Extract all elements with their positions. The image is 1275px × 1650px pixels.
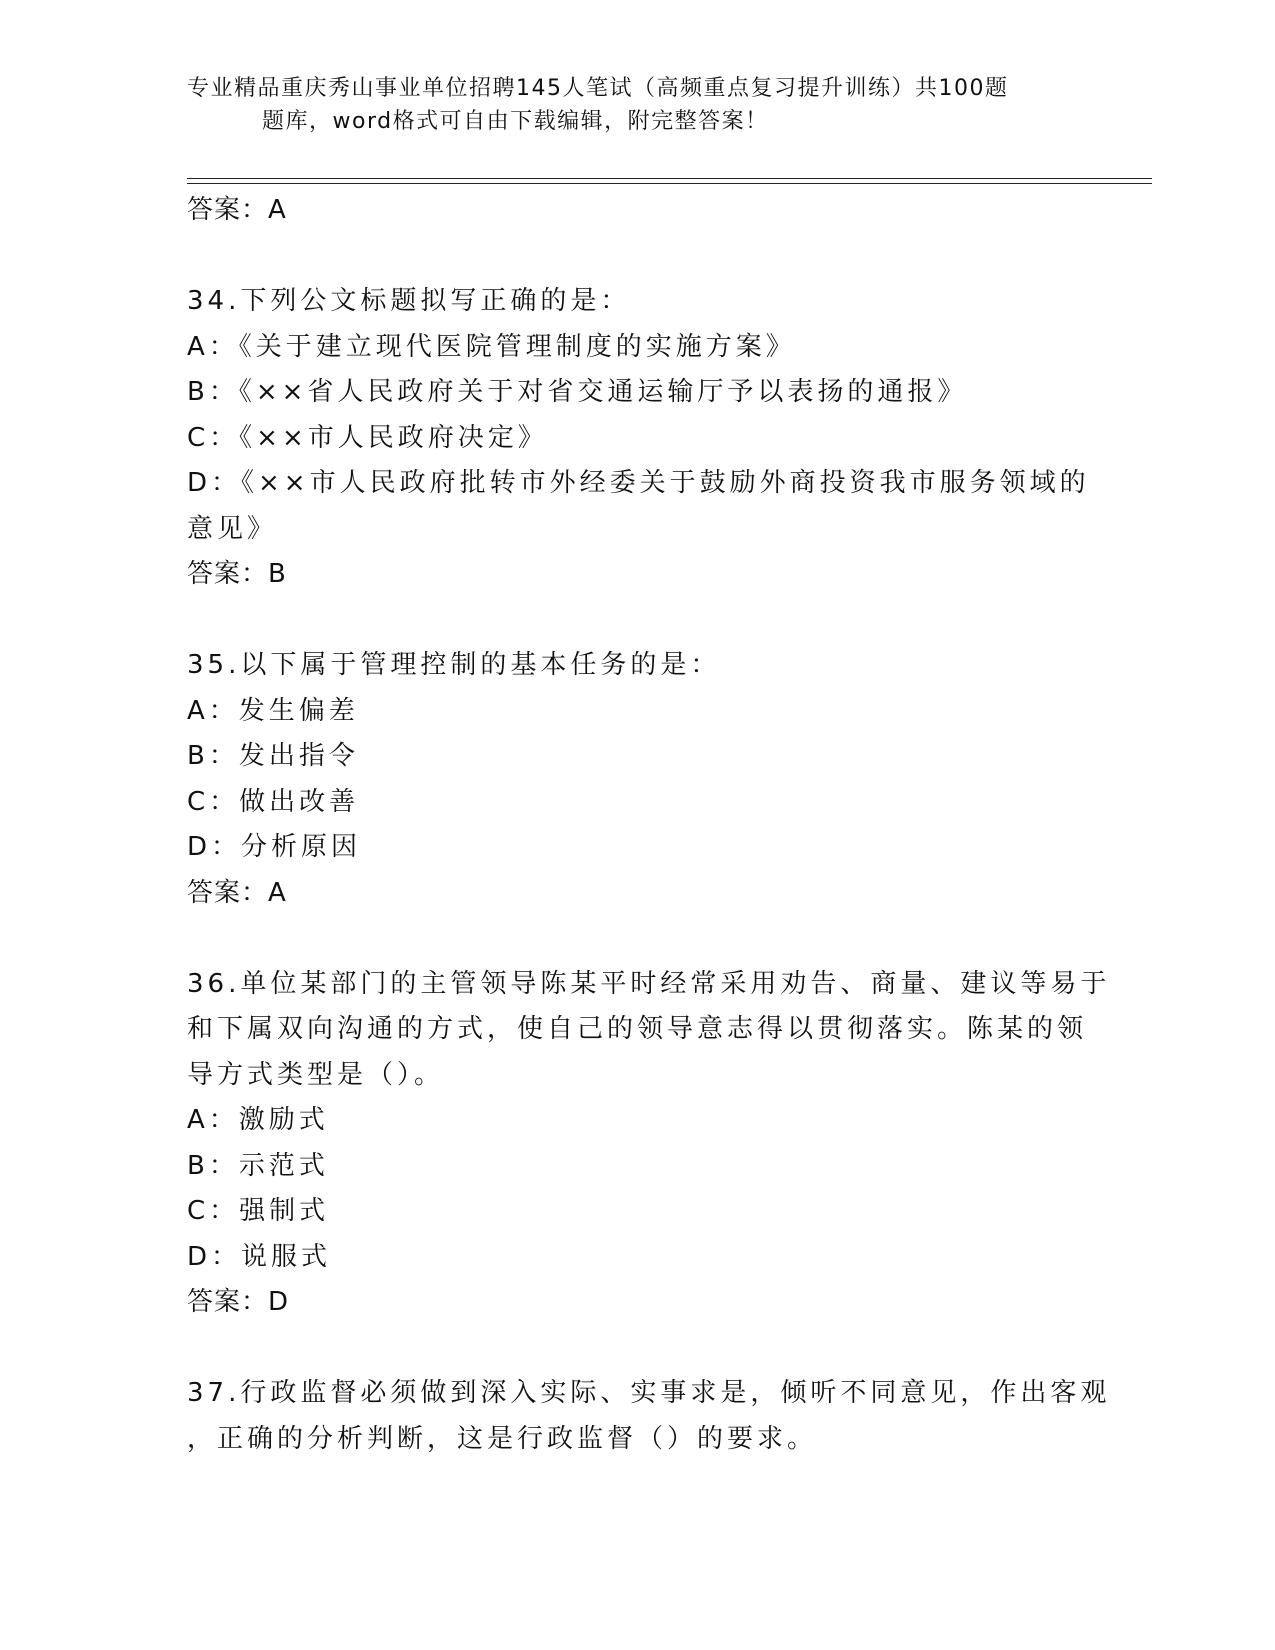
spacer: [187, 598, 1087, 644]
option-a: A：发生偏差: [187, 695, 359, 726]
spacer: [187, 1326, 1087, 1372]
option-c: C：做出改善: [187, 786, 360, 817]
option-b: B：发出指令: [187, 741, 359, 771]
document-body: [187, 188, 1111, 1462]
question-34: [187, 279, 1090, 598]
option-a: A：激励式: [187, 1105, 329, 1135]
option-b: B：《××省人民政府关于对省交通运输厅予以表扬的通报》: [187, 377, 968, 407]
option-d-continued: 意见》: [187, 513, 278, 544]
question-36: [187, 962, 1111, 1326]
answer: 答案：B: [187, 559, 287, 589]
option-a: A：《关于建立现代医院管理制度的实施方案》: [187, 331, 796, 362]
option-c: C：《××市人民政府决定》: [187, 422, 548, 453]
question-text-continued: ，正确的分析判断，这是行政监督（）的要求。: [187, 1423, 818, 1454]
question-text: 36.单位某部门的主管领导陈某平时经常采用劝告、商量、建议等易于: [187, 968, 1111, 999]
option-d: D：分析原因: [187, 832, 362, 862]
question-text: 34.下列公文标题拟写正确的是：: [187, 286, 631, 316]
question-text: 35.以下属于管理控制的基本任务的是：: [187, 650, 721, 680]
previous-answer: 答案：A: [187, 195, 287, 225]
spacer: [187, 234, 1087, 280]
header-rule-bottom: [187, 183, 1152, 184]
header-line-1: 专业精品重庆秀山事业单位招聘145人笔试（高频重点复习提升训练）共100题: [187, 76, 1009, 101]
spacer: [187, 916, 1087, 962]
question-text: 37.行政监督必须做到深入实际、实事求是，倾听不同意见，作出客观: [187, 1378, 1111, 1408]
question-text-continued: 和下属双向沟通的方式，使自己的领导意志得以贯彻落实。陈某的领: [187, 1014, 1088, 1044]
question-35: [187, 643, 1087, 916]
question-37: [187, 1371, 1111, 1462]
answer: 答案：A: [187, 877, 287, 908]
option-b: B：示范式: [187, 1150, 329, 1181]
header-line-2: 题库，word格式可自由下载编辑，附完整答案！: [262, 109, 769, 134]
question-text-continued: 导方式类型是（）。: [187, 1059, 445, 1090]
option-c: C：强制式: [187, 1196, 330, 1226]
option-d: D：《××市人民政府批转市外经委关于鼓励外商投资我市服务领域的: [187, 468, 1090, 498]
header-rule-top: [187, 178, 1152, 179]
answer: 答案：D: [187, 1287, 290, 1317]
document-header: [187, 72, 1087, 138]
option-d: D：说服式: [187, 1241, 332, 1272]
